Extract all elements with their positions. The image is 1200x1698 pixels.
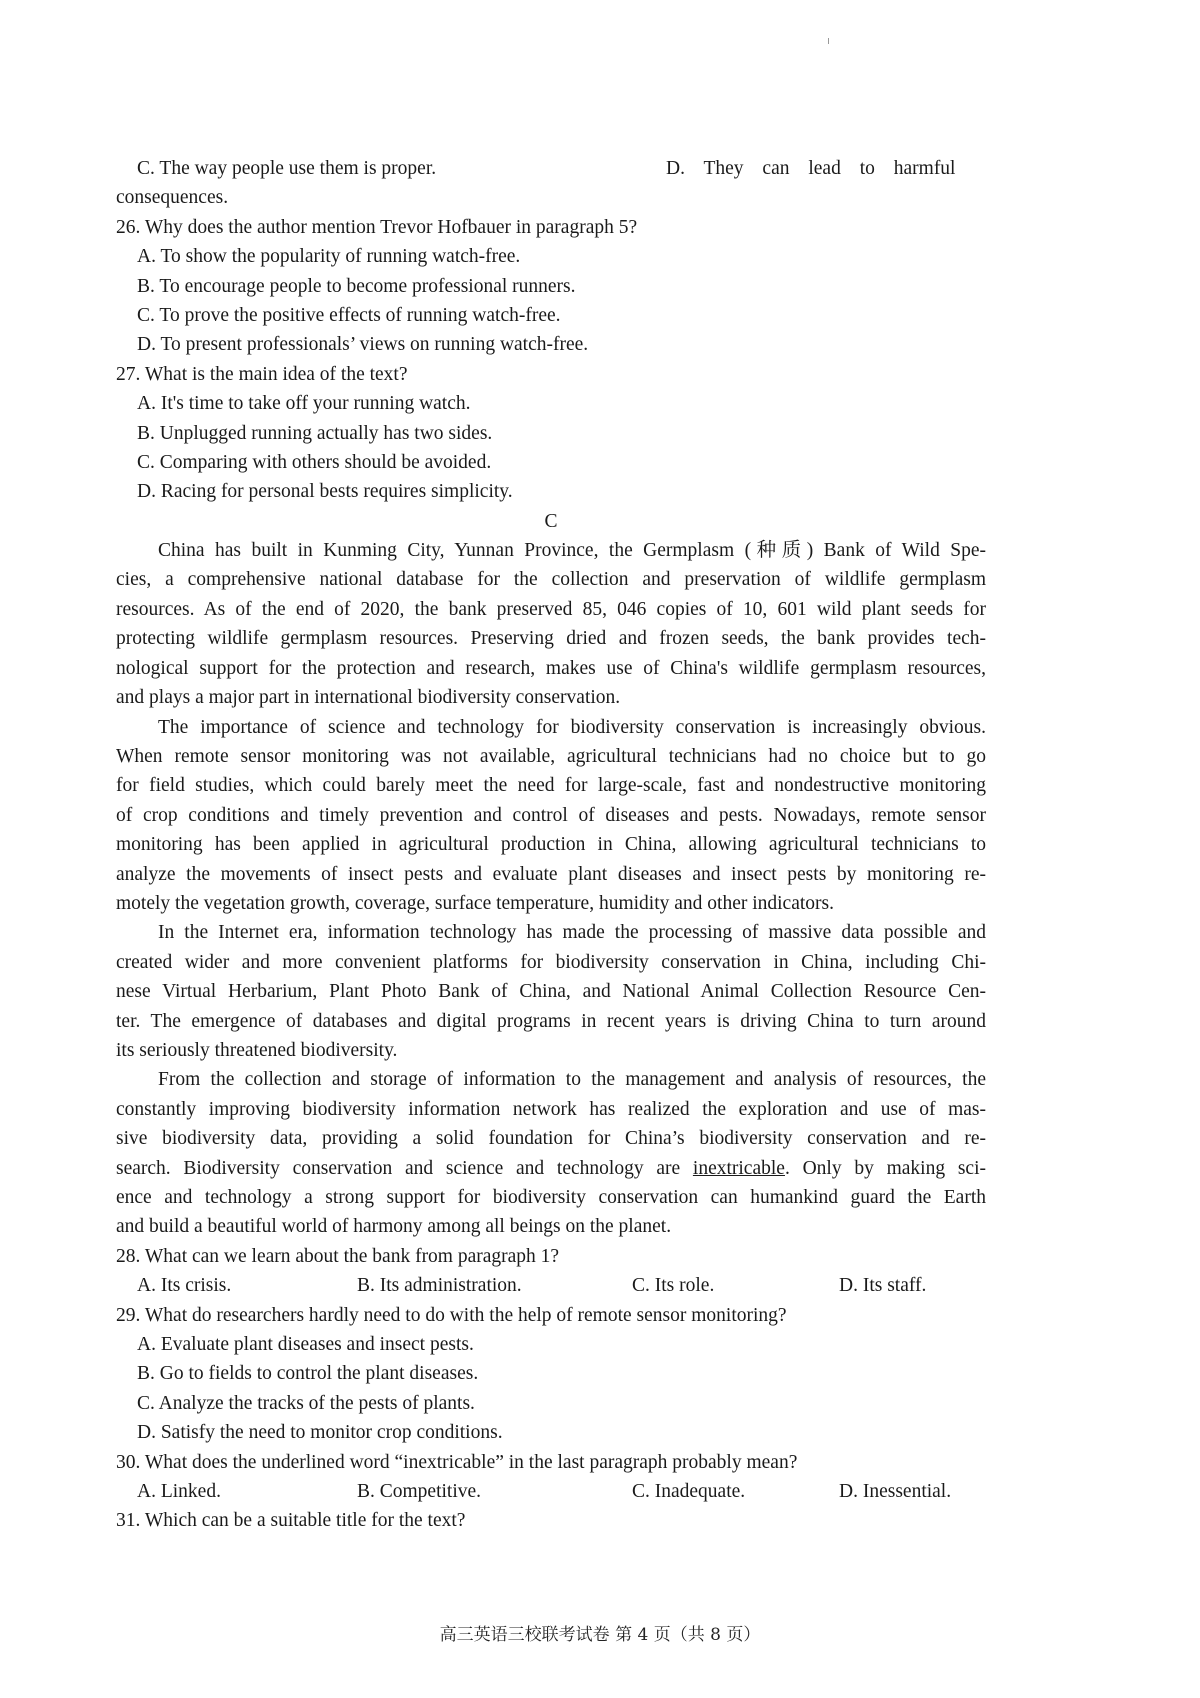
passage-line: and build a beautiful world of harmony among all beings on the planet.: [116, 1216, 672, 1238]
passage-line: The importance of science and technology for biodiversity conservation is increasingly obvious.: [158, 716, 986, 738]
underlined-word: inextricable: [692, 1157, 785, 1179]
passage-paragraph-1: [116, 536, 986, 712]
q30-option-d: D. Inessential.: [839, 1480, 952, 1502]
passage-line: From the collection and storage of information to the management and analysis of resources, the: [158, 1069, 986, 1091]
q26-stem: 26. Why does the author mention Trevor Hofbauer in paragraph 5?: [116, 216, 638, 238]
passage-line: ence and technology a strong support for biodiversity conservation can humankind guard the Earth: [116, 1186, 986, 1208]
passage-line: analyze the movements of insect pests and evaluate plant diseases and insect pests by monitoring re-: [116, 863, 986, 885]
q30-option-a: A. Linked.: [137, 1480, 221, 1502]
passage-line: nological support for the protection and research, makes use of China's wildlife germplasm resources,: [116, 657, 986, 679]
passage-line: When remote sensor monitoring was not available, agricultural technicians had no choice but to go: [116, 745, 986, 767]
passage-line: for field studies, which could barely meet the need for large-scale, fast and nondestructive monitoring: [116, 775, 986, 797]
q25-option-c: C. The way people use them is proper.: [137, 158, 437, 179]
q28-stem: 28. What can we learn about the bank from paragraph 1?: [116, 1245, 560, 1267]
section-label: C: [544, 510, 558, 532]
q30-options: [116, 1477, 986, 1506]
q26-option-c: C. To prove the positive effects of running watch-free.: [137, 304, 561, 326]
passage-line: cies, a comprehensive national database for the collection and preservation of wildlife germplasm: [116, 569, 986, 591]
passage-line: constantly improving biodiversity information network has realized the exploration and use of mas-: [116, 1098, 986, 1120]
q31-stem: 31. Which can be a suitable title for the text?: [116, 1510, 466, 1532]
passage-line: In the Internet era, information technology has made the processing of massive data possible and: [158, 922, 986, 944]
q30-option-b: B. Competitive.: [357, 1480, 482, 1502]
page-footer: 高三英语三校联考试卷 第 4 页（共 8 页）: [439, 1625, 761, 1645]
q25-option-d: D. They can lead to harmful: [666, 158, 956, 179]
passage-line: its seriously threatened biodiversity.: [116, 1039, 398, 1061]
q29-option-b: B. Go to fields to control the plant diseases.: [137, 1363, 479, 1385]
passage-line: China has built in Kunming City, Yunnan Province, the Germplasm (种质) Bank of Wild Spe-: [158, 540, 986, 562]
passage-text: search. Biodiversity conservation and science and technology are: [116, 1157, 693, 1179]
passage-text: . Only by making sci-: [784, 1157, 986, 1179]
passage-line: nese Virtual Herbarium, Plant Photo Bank of China, and National Animal Collection Resource Cen-: [116, 981, 986, 1003]
q25-option-row: [116, 154, 986, 183]
passage-line: and plays a major part in international biodiversity conservation.: [116, 687, 621, 709]
passage-paragraph-4: [116, 1065, 986, 1241]
passage-line: sive biodiversity data, providing a solid foundation for China’s biodiversity conservation and re-: [116, 1128, 986, 1150]
q26-option-a: A. To show the popularity of running watch-free.: [137, 246, 521, 268]
passage-line: protecting wildlife germplasm resources. Preserving dried and frozen seeds, the bank provides tech-: [116, 628, 986, 650]
passage-line: [116, 1154, 986, 1183]
q30-option-c: C. Inadequate.: [632, 1480, 746, 1502]
q28-option-a: A. Its crisis.: [137, 1275, 232, 1297]
passage-paragraph-3: [116, 918, 986, 1065]
q27-option-d: D. Racing for personal bests requires simplicity.: [137, 481, 513, 503]
q27-stem: 27. What is the main idea of the text?: [116, 363, 408, 385]
scan-mark: [828, 38, 829, 44]
q29-option-d: D. Satisfy the need to monitor crop conditions.: [137, 1422, 503, 1444]
q27-option-b: B. Unplugged running actually has two sides.: [137, 422, 493, 444]
q29-option-a: A. Evaluate plant diseases and insect pests.: [137, 1333, 474, 1355]
passage-paragraph-2: [116, 713, 986, 919]
passage-line: of crop conditions and timely prevention and control of diseases and pests. Nowadays, remote sensor: [116, 804, 986, 826]
q28-options: [116, 1271, 986, 1300]
q26-option-d: D. To present professionals’ views on running watch-free.: [137, 334, 589, 356]
passage-line: resources. As of the end of 2020, the bank preserved 85, 046 copies of 10, 601 wild plant seeds for: [116, 598, 986, 620]
q26-option-b: B. To encourage people to become professional runners.: [137, 275, 576, 297]
q30-stem: 30. What does the underlined word “inextricable” in the last paragraph probably mean?: [116, 1451, 798, 1473]
exam-page: [116, 154, 986, 1536]
q25-option-d-continued: consequences.: [116, 187, 229, 209]
passage-line: motely the vegetation growth, coverage, surface temperature, humidity and other indicators.: [116, 892, 834, 914]
q29-option-c: C. Analyze the tracks of the pests of plants.: [137, 1392, 475, 1414]
q29-stem: 29. What do researchers hardly need to do with the help of remote sensor monitoring?: [116, 1304, 787, 1326]
passage-line: monitoring has been applied in agricultural production in China, allowing agricultural technicians to: [116, 834, 986, 856]
q28-option-d: D. Its staff.: [839, 1275, 927, 1297]
q27-option-c: C. Comparing with others should be avoided.: [137, 451, 492, 473]
passage-line: ter. The emergence of databases and digital programs in recent years is driving China to turn around: [116, 1010, 986, 1032]
q27-option-a: A. It's time to take off your running watch.: [137, 393, 471, 415]
q28-option-c: C. Its role.: [632, 1275, 715, 1297]
q28-option-b: B. Its administration.: [357, 1275, 522, 1297]
passage-line: created wider and more convenient platforms for biodiversity conservation in China, including Chi-: [116, 951, 986, 973]
